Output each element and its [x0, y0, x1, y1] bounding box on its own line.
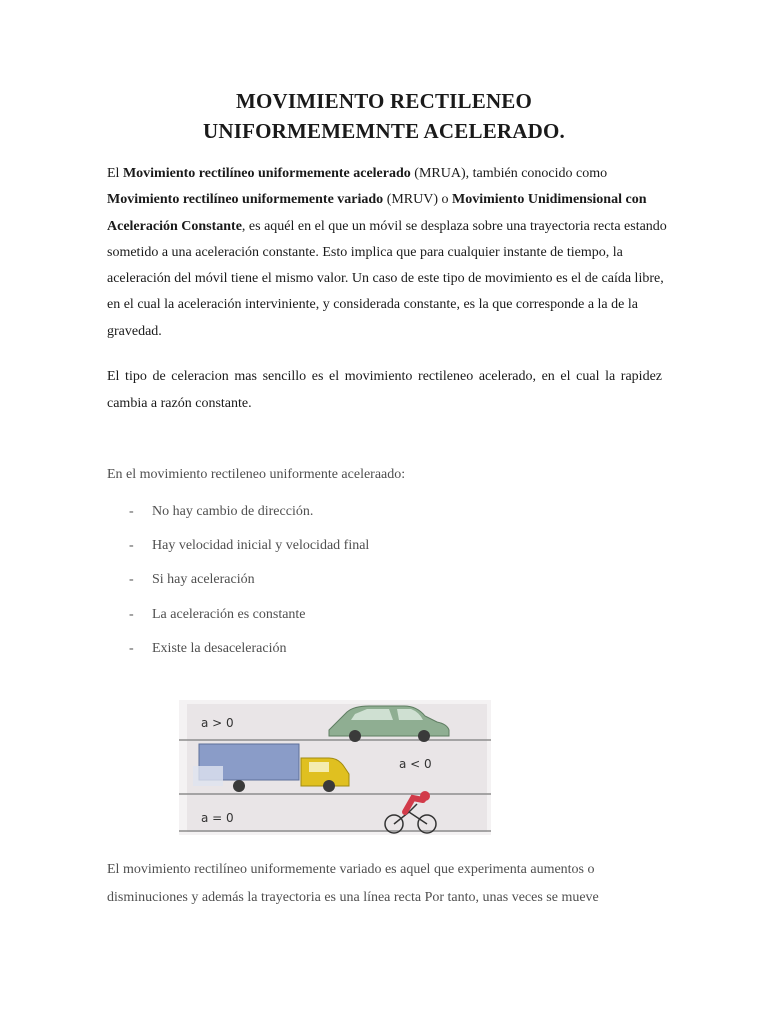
list-item-text: Existe la desaceleración — [152, 641, 287, 656]
list-dash: - — [129, 641, 134, 656]
label-a-less: a < 0 — [399, 757, 432, 771]
list-item-text: Hay velocidad inicial y velocidad final — [152, 538, 370, 553]
list-item-text: Si hay aceleración — [152, 572, 255, 587]
list-dash: - — [129, 504, 134, 519]
title-line-1: MOVIMIENTO RECTILENEO — [235, 89, 533, 113]
term-mruv: Movimiento rectilíneo uniformemente variado — [107, 192, 384, 208]
title-line-2: UNIFORMEMEMNTE ACELERADO. — [202, 119, 565, 143]
paragraph-definition — [107, 161, 667, 345]
list-dash: - — [129, 607, 134, 622]
paragraph-mruv: El movimiento rectilíneo uniformemente variado es aquel que experimenta aumentos o disminuciones y además la trayectoria es una línea recta Por tanto, unas veces se mueve — [107, 862, 599, 905]
label-a-equal: a = 0 — [201, 811, 234, 825]
list-item-text: No hay cambio de dirección. — [152, 504, 314, 519]
list-dash: - — [129, 538, 134, 553]
list-dash: - — [129, 572, 134, 587]
para1-text-3: (MRUV) o — [383, 192, 453, 208]
para1-text-2: (MRUA), también conocido como — [410, 166, 608, 181]
term-mrua: Movimiento rectilíneo uniformemente acelerado — [122, 166, 411, 181]
paragraph-simple-acceleration: El tipo de celeracion mas sencillo es el movimiento rectileneo acelerado, en el cual la rapidez cambia a razón constante. — [107, 369, 662, 411]
para1-text-4: , es aquél en el que un móvil se desplaza sobre una trayectoria recta estando sometido a una aceleración constante. Esto implica que para cualquier instante de tiempo, la aceleración del móvil tiene el mismo valor. Un caso de este tipo de movimiento es el de caída libre, en el cual la aceleración interviniente, y considerada constante, es la que corresponde a la de la gravedad. — [107, 218, 667, 339]
list-intro: En el movimiento rectileneo uniformente aceleraado: — [107, 467, 406, 482]
label-a-greater: a > 0 — [201, 716, 234, 730]
term-unidimensional: Movimiento Unidimensional con Aceleración Constante — [107, 192, 647, 234]
list-item-text: La aceleración es constante — [152, 607, 306, 622]
vehicles-illustration — [179, 700, 491, 835]
para1-text-1: El — [107, 166, 123, 181]
